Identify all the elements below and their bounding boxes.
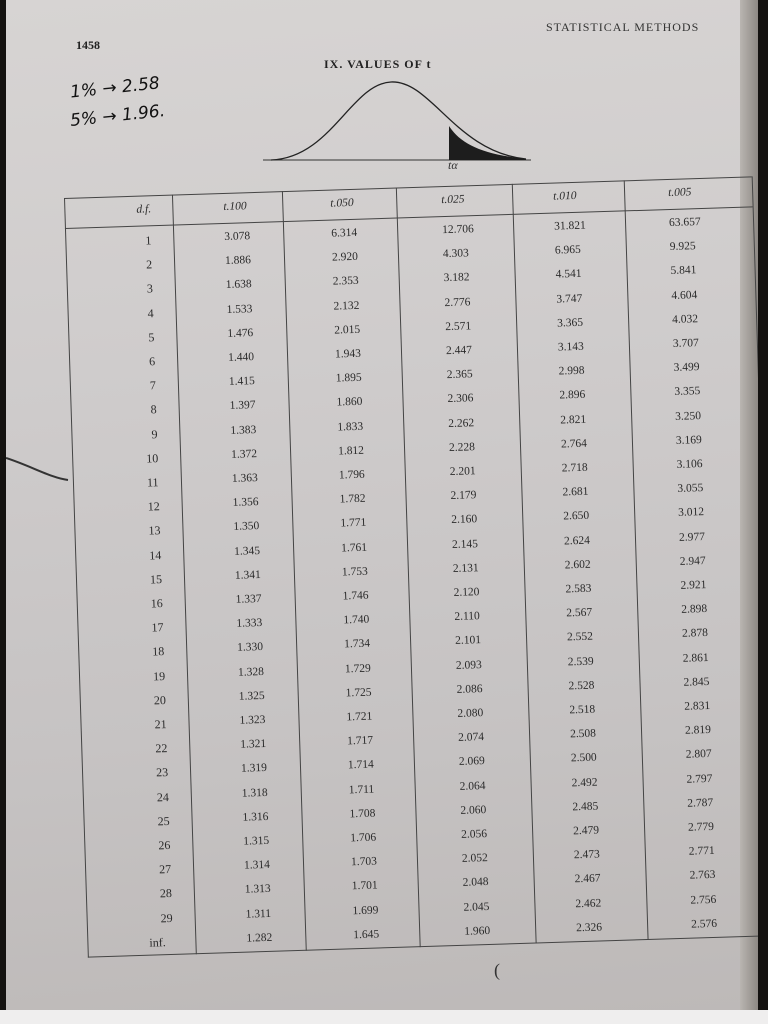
- t-value-cell: 4.303: [442, 247, 470, 261]
- t-value-cell: 1.345: [233, 544, 261, 558]
- t-value-cell: 2.797: [686, 772, 713, 786]
- t-value-cell: 1.311: [245, 907, 272, 921]
- t-value-cell: 3.707: [672, 337, 699, 350]
- t-value-cell: 1.316: [242, 810, 269, 824]
- column-header: t.010: [553, 189, 577, 203]
- df-cell: 28: [159, 886, 173, 901]
- t-value-cell: 3.355: [674, 385, 701, 399]
- table-column-rule: [64, 198, 89, 958]
- t-value-cell: 2.326: [575, 921, 603, 935]
- t-value-cell: 2.473: [573, 848, 600, 862]
- t-value-cell: 1.383: [230, 423, 257, 437]
- t-value-cell: 2.093: [455, 658, 482, 672]
- t-value-cell: 1.717: [347, 734, 374, 748]
- column-header: t.050: [330, 196, 354, 210]
- t-value-cell: 3.055: [677, 482, 704, 496]
- pen-tick-mark: (: [494, 960, 500, 980]
- t-value-cell: 1.796: [338, 468, 365, 482]
- t-value-cell: 2.262: [448, 416, 475, 430]
- t-value-cell: 1.533: [226, 302, 253, 316]
- t-value-cell: 1.729: [344, 662, 371, 675]
- table-column-rule: [396, 188, 421, 948]
- t-value-cell: 2.583: [565, 582, 592, 596]
- t-value-cell: 2.479: [572, 824, 600, 838]
- t-value-cell: 2.110: [454, 610, 480, 624]
- t-value-cell: 2.528: [568, 679, 595, 693]
- running-header: STATISTICAL METHODS: [546, 20, 700, 34]
- t-value-cell: 3.365: [556, 316, 584, 330]
- t-value-cell: 2.120: [453, 586, 480, 599]
- df-cell: 19: [152, 668, 166, 684]
- curve-tail-shaded: [449, 126, 526, 160]
- t-value-cell: 2.086: [456, 682, 483, 696]
- t-value-cell: 2.485: [572, 800, 599, 814]
- df-cell: 8: [150, 402, 157, 417]
- t-value-cell: 3.499: [673, 361, 700, 375]
- t-value-cell: 2.807: [685, 748, 712, 762]
- t-value-cell: 3.106: [676, 458, 703, 471]
- t-value-cell: 2.787: [687, 796, 714, 810]
- t-value-cell: 3.747: [556, 292, 583, 306]
- t-value-cell: 1.708: [349, 807, 376, 821]
- t-value-cell: 1.350: [233, 520, 260, 534]
- t-value-cell: 2.776: [444, 295, 471, 309]
- t-value-cell: 3.169: [675, 433, 702, 447]
- df-cell: 13: [148, 523, 161, 538]
- handwritten-note-2: 5% → 1.96.: [69, 101, 167, 131]
- t-value-cell: 2.015: [334, 323, 361, 337]
- t-value-cell: 1.645: [353, 928, 380, 942]
- t-value-cell: 2.681: [562, 485, 589, 499]
- t-value-cell: 2.069: [458, 755, 485, 769]
- t-value-cell: 4.604: [671, 288, 698, 302]
- t-value-cell: 2.650: [563, 510, 590, 523]
- t-value-cell: 1.356: [232, 496, 259, 510]
- table-bottom-rule: [88, 935, 758, 958]
- t-value-cell: 1.476: [227, 326, 254, 340]
- t-value-cell: 1.895: [335, 371, 362, 385]
- t-value-cell: 1.319: [240, 762, 268, 776]
- t-value-cell: 1.315: [243, 834, 270, 848]
- t-value-cell: 2.074: [457, 731, 485, 745]
- t-value-cell: 2.492: [571, 776, 598, 789]
- t-value-cell: 2.045: [463, 900, 490, 914]
- t-value-cell: 1.706: [350, 831, 377, 845]
- curve-line: [271, 82, 526, 160]
- t-value-cell: 12.706: [442, 223, 474, 237]
- t-value-cell: 2.831: [684, 699, 711, 713]
- t-value-cell: 2.576: [690, 917, 718, 931]
- t-value-cell: 2.921: [680, 579, 707, 592]
- df-cell: 14: [149, 547, 162, 563]
- curve-label: tα: [448, 158, 458, 172]
- t-value-cell: 2.878: [681, 627, 709, 641]
- t-value-cell: 2.571: [445, 320, 472, 333]
- df-cell: 21: [154, 717, 167, 732]
- t-distribution-curve: [261, 72, 536, 172]
- t-values-table: [64, 176, 758, 957]
- t-value-cell: 2.977: [678, 530, 706, 544]
- t-value-cell: 1.440: [227, 351, 255, 364]
- df-cell: 9: [151, 426, 158, 441]
- page-number: 1458: [76, 38, 100, 52]
- t-value-cell: 2.132: [333, 299, 360, 313]
- t-value-cell: 1.372: [230, 447, 258, 461]
- df-cell: 10: [145, 450, 159, 466]
- t-value-cell: 3.250: [674, 409, 702, 423]
- column-header: t.100: [223, 200, 247, 213]
- t-value-cell: 1.746: [342, 589, 369, 603]
- t-value-cell: 1.397: [229, 399, 256, 413]
- t-value-cell: 1.714: [347, 758, 375, 772]
- t-value-cell: 2.567: [566, 606, 593, 620]
- t-value-cell: 2.060: [460, 803, 487, 817]
- t-value-cell: 1.782: [339, 492, 366, 506]
- t-value-cell: 1.638: [225, 278, 252, 292]
- t-value-cell: 1.282: [246, 931, 273, 945]
- t-value-cell: 1.323: [239, 713, 266, 727]
- df-cell: 20: [153, 692, 167, 708]
- t-value-cell: 1.833: [337, 420, 364, 434]
- t-value-cell: 1.318: [241, 786, 268, 800]
- t-value-cell: 2.052: [461, 852, 489, 866]
- t-value-cell: 2.447: [445, 344, 473, 358]
- t-value-cell: 1.701: [351, 879, 378, 893]
- t-value-cell: 2.947: [679, 554, 706, 568]
- t-value-cell: 2.365: [446, 368, 473, 382]
- t-value-cell: 2.764: [560, 437, 588, 451]
- t-value-cell: 1.314: [243, 859, 271, 872]
- t-value-cell: 1.337: [235, 592, 262, 606]
- t-value-cell: 1.734: [343, 638, 371, 651]
- t-value-cell: 1.721: [346, 710, 373, 724]
- t-value-cell: 2.821: [560, 413, 587, 427]
- t-value-cell: 6.965: [554, 243, 581, 257]
- t-value-cell: 2.353: [332, 275, 359, 288]
- t-value-cell: 1.812: [337, 444, 365, 458]
- t-value-cell: 2.552: [566, 630, 594, 644]
- t-value-cell: 2.624: [563, 534, 591, 548]
- df-cell: 2: [145, 257, 153, 272]
- t-value-cell: 9.925: [669, 240, 696, 254]
- t-value-cell: 2.500: [570, 751, 597, 765]
- df-cell: 27: [158, 862, 172, 877]
- t-value-cell: 2.048: [462, 876, 489, 890]
- t-value-cell: 3.012: [678, 506, 705, 520]
- t-value-cell: 6.314: [331, 226, 358, 240]
- t-value-cell: 1.960: [464, 924, 491, 938]
- t-value-cell: 2.539: [567, 655, 594, 668]
- handwritten-note-1: 1% → 2.58: [69, 73, 161, 103]
- t-value-cell: 1.860: [336, 396, 363, 409]
- table-column-rule: [512, 184, 537, 944]
- t-value-cell: 2.763: [689, 869, 716, 883]
- df-cell: 15: [149, 571, 163, 587]
- t-value-cell: 2.201: [449, 465, 476, 479]
- df-cell: 6: [148, 354, 156, 369]
- t-value-cell: 1.321: [240, 738, 267, 751]
- t-value-cell: 2.101: [454, 634, 482, 648]
- t-value-cell: 1.313: [244, 883, 271, 897]
- t-value-cell: 2.056: [461, 828, 488, 841]
- table-column-rule: [172, 195, 197, 955]
- table-top-rule: [64, 176, 752, 199]
- df-cell: inf.: [149, 934, 166, 950]
- t-value-cell: 1.740: [343, 613, 370, 627]
- t-value-cell: 1.415: [228, 375, 255, 389]
- t-value-cell: 1.886: [224, 254, 252, 268]
- t-value-cell: 2.080: [457, 707, 484, 720]
- t-value-cell: 2.131: [452, 561, 479, 575]
- t-value-cell: 2.145: [451, 537, 479, 551]
- t-value-cell: 2.508: [569, 727, 597, 741]
- df-cell: 3: [146, 281, 154, 296]
- t-value-cell: 31.821: [553, 219, 586, 233]
- df-cell: 12: [147, 499, 160, 514]
- bottom-margin: [0, 1010, 768, 1024]
- book-page: [6, 0, 758, 1010]
- t-value-cell: 1.330: [237, 641, 264, 655]
- t-value-cell: 2.160: [451, 513, 478, 527]
- t-value-cell: 2.756: [690, 893, 717, 907]
- t-value-cell: 1.333: [236, 617, 263, 630]
- t-value-cell: 1.341: [234, 568, 261, 582]
- table-title: IX. VALUES OF t: [324, 57, 432, 71]
- t-value-cell: 63.657: [668, 216, 701, 230]
- column-header: t.025: [441, 193, 465, 207]
- table-column-rule: [282, 191, 307, 951]
- t-value-cell: 2.845: [683, 675, 710, 689]
- df-cell: 22: [155, 741, 168, 756]
- t-value-cell: 1.943: [334, 347, 362, 361]
- t-value-cell: 1.363: [231, 472, 258, 485]
- t-value-cell: 1.725: [345, 686, 372, 700]
- df-cell: 4: [147, 305, 154, 321]
- df-cell: 16: [150, 596, 163, 611]
- t-value-cell: 3.143: [557, 340, 584, 354]
- t-value-cell: 2.779: [687, 820, 715, 834]
- t-value-cell: 1.325: [238, 689, 265, 703]
- df-cell: 7: [149, 378, 157, 393]
- column-header: d.f.: [136, 203, 152, 216]
- df-cell: 29: [160, 910, 173, 925]
- t-value-cell: 2.718: [561, 461, 588, 475]
- t-value-cell: 1.711: [348, 783, 375, 796]
- t-value-cell: 2.228: [448, 441, 476, 454]
- t-value-cell: 2.462: [575, 897, 602, 910]
- t-value-cell: 2.896: [559, 389, 586, 402]
- df-cell: 25: [157, 813, 170, 829]
- t-value-cell: 2.861: [682, 651, 709, 665]
- df-cell: 17: [151, 620, 164, 635]
- t-value-cell: 1.761: [340, 541, 368, 555]
- table-header-rule: [65, 206, 753, 229]
- t-value-cell: 2.998: [558, 364, 585, 378]
- t-value-cell: 1.328: [237, 665, 265, 679]
- t-value-cell: 1.753: [341, 565, 368, 579]
- t-value-cell: 2.064: [459, 779, 486, 793]
- t-value-cell: 3.078: [224, 230, 251, 243]
- df-cell: 24: [156, 789, 170, 804]
- t-value-cell: 1.703: [350, 855, 378, 869]
- t-value-cell: 5.841: [670, 264, 697, 278]
- table-column-rule: [624, 180, 649, 940]
- t-value-cell: 1.699: [352, 904, 379, 917]
- t-value-cell: 2.819: [684, 724, 712, 737]
- df-cell: 23: [155, 765, 169, 780]
- t-value-cell: 2.898: [681, 603, 708, 616]
- df-cell: 26: [158, 837, 171, 853]
- column-header: t.005: [667, 186, 692, 200]
- t-value-cell: 2.920: [331, 250, 359, 264]
- t-value-cell: 2.602: [564, 558, 591, 572]
- t-value-cell: 3.182: [443, 271, 470, 285]
- t-value-cell: 4.541: [555, 268, 582, 281]
- t-value-cell: 2.771: [688, 845, 715, 858]
- t-value-cell: 2.179: [450, 489, 477, 503]
- t-value-cell: 2.306: [447, 392, 474, 406]
- df-cell: 11: [146, 475, 159, 490]
- t-value-cell: 2.467: [574, 872, 601, 886]
- df-cell: 1: [145, 233, 152, 248]
- t-value-cell: 4.032: [671, 312, 699, 326]
- df-cell: 5: [148, 330, 155, 345]
- t-value-cell: 2.518: [569, 703, 596, 717]
- t-value-cell: 1.771: [340, 517, 367, 530]
- df-cell: 18: [152, 644, 165, 659]
